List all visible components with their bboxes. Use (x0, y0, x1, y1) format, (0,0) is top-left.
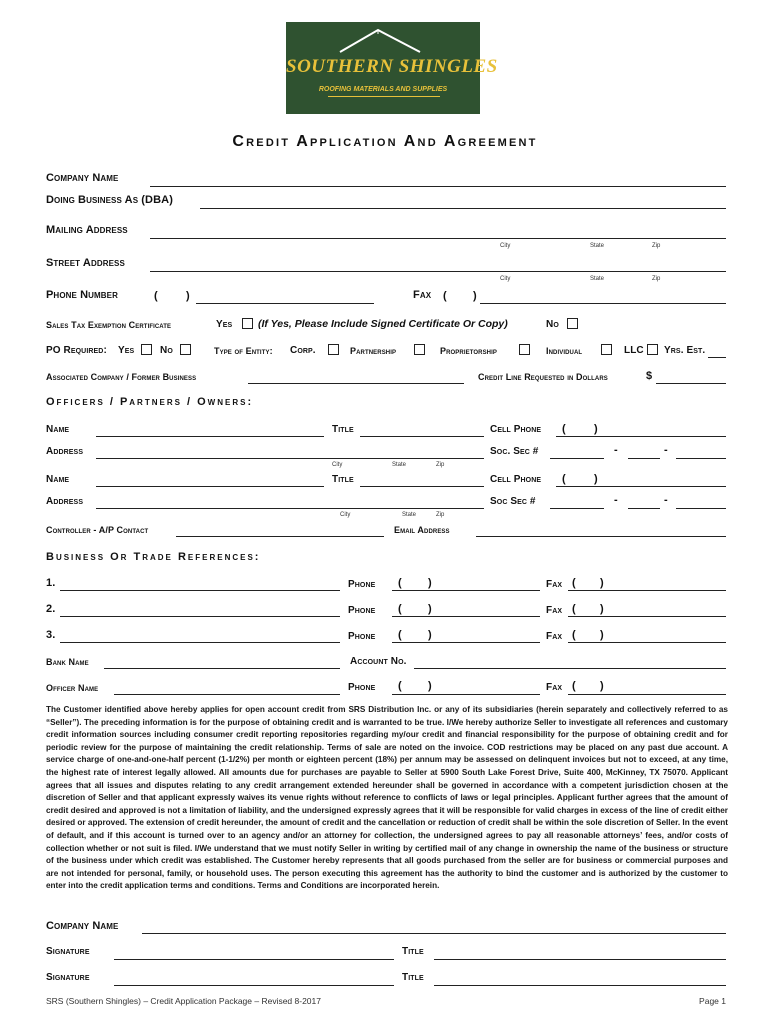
street-zip-caption: Zip (652, 276, 661, 282)
ref3-phone-open: ( (398, 629, 402, 641)
sales-tax-yes-label: Yes (216, 319, 233, 330)
logo-tagline: ROOFING MATERIALS AND SUPPLIES (318, 86, 448, 93)
mailing-state-caption: State (590, 243, 605, 249)
officer-phone-open: ( (398, 680, 402, 692)
associated-company-label: Associated Company / Former Business (46, 372, 197, 382)
reference-2-phone-label: Phone (348, 605, 376, 616)
phone-number-label: Phone Number (46, 289, 118, 301)
officer-fax-field[interactable] (568, 694, 726, 695)
credit-line-label: Credit Line Requested in Dollars (478, 372, 608, 382)
officer-fax-close: ) (600, 680, 604, 692)
email-label: Email Address (394, 525, 450, 535)
officer1-ssn-part1[interactable] (550, 458, 604, 459)
ref3-phone-close: ) (428, 629, 432, 641)
ref2-fax-open: ( (572, 603, 576, 615)
fax-field[interactable] (480, 303, 726, 304)
officer1-state-caption: State (392, 462, 407, 468)
officer2-ssn-part2[interactable] (628, 508, 660, 509)
officer-name-field[interactable] (114, 694, 340, 695)
reference-3-phone-label: Phone (348, 631, 376, 642)
officer1-zip-caption: Zip (436, 462, 445, 468)
officer1-ssn-part3[interactable] (676, 458, 726, 459)
officers-heading: Officers / Partners / Owners: (46, 396, 254, 408)
account-no-label: Account No. (350, 656, 407, 667)
street-address-field[interactable] (150, 271, 726, 272)
officer2-cell-paren-open: ( (562, 473, 566, 485)
officer2-ssn-part3[interactable] (676, 508, 726, 509)
reference-2-fax-field[interactable] (568, 616, 726, 617)
reference-3-number: 3. (46, 629, 56, 641)
officer2-title-label: Title (332, 474, 354, 485)
signature-1-label: Signature (46, 946, 90, 957)
agreement-paragraph: The Customer identified above hereby applies for open account credit from SRS Distribution Inc. or any of its subsidiaries (herein separately and collectively referred to as “Seller”). The preceding information is for the purpose of obtaining credit and is warranted to be true. I/We hereby authorize Seller to investigate all references and customary credit information sources including consumer credit reporting repositories regarding my/our credit and financial responsibility for the purpose of obtaining credit and for periodic review for the purpose of maintaining the credit relationship. Terms of sale are noted on the invoice. COD restrictions may be placed on any past due account. A service charge of one-and-one-half percent (1-1/2%) per month or eighteen percent (18%) per annum may be assessed on delinquent invoices but not to exceed, at any time, the highest rate of interest legally allowed. All amounts due for purchases are payable to Seller at 5900 South Lake Forest Drive, Suite 400, McKinney, TX 75070. Applicant agrees that all issues and disputes relating to any credit arrangement extended hereunder shall be governed in accordance with a competent jurisdiction chosen at the discretion of Seller and that applicant expressly waives its venue rights without reference to conflicts of laws or legal principles. Applicant further agrees that the amount of credit desired and approved is not a limitation of liability, and the undersigned expressly agrees that it will be responsible for valid charges in excess of the line of credit either desired or approved. The extension of credit hereunder, the amount of credit and the cancellation or reduction of credit shall be within the sole discretion of Seller. In the event of default, and if this account is turned over to an agency and/or an attorney for collection, the undersigned agrees to pay all reasonable attorneys’ fees, and/or costs of collection whether or not suit is filed. I/We understand that we must notify Seller in writing by certified mail of any change in ownership the name of the business or structure of the business under which credit was established. The Customer hereby represents that all goods purchased from the seller are for business or commercial purposes and are not intended for personal, family, or household uses. The person executing this agreement has the authority to bind the customer and is authorized by the customer to enter into the credit application terms and conditions. Terms and Conditions are incorporated herein. (46, 705, 728, 891)
llc-checkbox[interactable] (647, 344, 658, 355)
reference-1-fax-label: Fax (546, 579, 563, 590)
dba-field[interactable] (200, 208, 726, 209)
officer1-name-label: Name (46, 424, 70, 435)
phone-paren-open: ( (154, 290, 158, 302)
po-no-label: No (160, 345, 173, 356)
street-state-caption: State (590, 276, 605, 282)
officer1-cell-field[interactable] (556, 436, 726, 437)
entity-type-label: Type of Entity: (214, 346, 273, 356)
proprietorship-checkbox[interactable] (519, 344, 530, 355)
signature-company-field[interactable] (142, 933, 726, 934)
reference-1-phone-field[interactable] (392, 590, 540, 591)
officer2-address-label: Address (46, 496, 84, 507)
officer2-cell-paren-close: ) (594, 473, 598, 485)
officer1-cell-paren-close: ) (594, 423, 598, 435)
email-field[interactable] (476, 536, 726, 537)
corp-label: Corp. (290, 345, 316, 356)
mailing-city-caption: City (500, 243, 511, 249)
partnership-label: Partnership (350, 346, 397, 356)
reference-3-fax-field[interactable] (568, 642, 726, 643)
bank-name-label: Bank Name (46, 657, 89, 667)
officer2-zip-caption: Zip (436, 512, 445, 518)
officer2-ssn-dash1: - (614, 494, 618, 506)
ref1-phone-close: ) (428, 577, 432, 589)
officer1-ssn-part2[interactable] (628, 458, 660, 459)
po-required-label: PO Required: (46, 345, 107, 356)
fax-paren-open: ( (443, 290, 447, 302)
officer1-ssn-label: Soc. Sec # (490, 446, 539, 457)
officer-fax-open: ( (572, 680, 576, 692)
reference-2-field[interactable] (60, 616, 340, 617)
sales-tax-label: Sales Tax Exemption Certificate (46, 320, 172, 330)
dollar-sign: $ (646, 370, 653, 382)
title-2-field[interactable] (434, 985, 726, 986)
ref1-fax-close: ) (600, 577, 604, 589)
individual-checkbox[interactable] (601, 344, 612, 355)
officer1-name-field[interactable] (96, 436, 324, 437)
ref3-fax-open: ( (572, 629, 576, 641)
fax-label: Fax (413, 289, 432, 301)
controller-field[interactable] (176, 536, 384, 537)
mailing-address-label: Mailing Address (46, 224, 128, 236)
officer2-name-field[interactable] (96, 486, 324, 487)
sales-tax-yes-checkbox[interactable] (242, 318, 253, 329)
ref2-fax-close: ) (600, 603, 604, 615)
officer1-title-label: Title (332, 424, 354, 435)
officer-fax-label: Fax (546, 682, 563, 693)
officer1-cell-label: Cell Phone (490, 424, 542, 435)
company-name-field[interactable] (150, 186, 726, 187)
controller-label: Controller - A/P Contact (46, 525, 149, 535)
title-2-label: Title (402, 972, 424, 983)
ref3-fax-close: ) (600, 629, 604, 641)
officer-phone-close: ) (428, 680, 432, 692)
reference-2-number: 2. (46, 603, 56, 615)
ref1-phone-open: ( (398, 577, 402, 589)
ref2-phone-open: ( (398, 603, 402, 615)
po-yes-checkbox[interactable] (141, 344, 152, 355)
ref2-phone-close: ) (428, 603, 432, 615)
page-title: Credit Application And Agreement (232, 133, 538, 150)
llc-label: LLC (624, 345, 644, 356)
corp-checkbox[interactable] (328, 344, 339, 355)
reference-2-phone-field[interactable] (392, 616, 540, 617)
officer2-ssn-dash2: - (664, 494, 668, 506)
officer1-city-caption: City (332, 462, 343, 468)
po-yes-label: Yes (118, 345, 135, 356)
officer1-title-field[interactable] (360, 436, 484, 437)
references-heading: Business Or Trade References: (46, 551, 261, 563)
reference-2-fax-label: Fax (546, 605, 563, 616)
officer-name-label: Officer Name (46, 683, 99, 693)
individual-label: Individual (546, 346, 583, 356)
proprietorship-label: Proprietorship (440, 346, 497, 356)
officer2-title-field[interactable] (360, 486, 484, 487)
officer1-cell-paren-open: ( (562, 423, 566, 435)
signature-1-field[interactable] (114, 959, 394, 960)
account-no-field[interactable] (414, 668, 726, 669)
mailing-address-field[interactable] (150, 238, 726, 239)
sales-tax-note: (If Yes, Please Include Signed Certificate Or Copy) (258, 318, 508, 330)
partnership-checkbox[interactable] (414, 344, 425, 355)
footer-left: SRS (Southern Shingles) – Credit Application Package – Revised 8-2017 (46, 996, 321, 1006)
reference-1-number: 1. (46, 577, 56, 589)
reference-3-fax-label: Fax (546, 631, 563, 642)
officer-phone-label: Phone (348, 682, 376, 693)
officer2-ssn-part1[interactable] (550, 508, 604, 509)
ref1-fax-open: ( (572, 577, 576, 589)
bank-name-field[interactable] (104, 668, 340, 669)
reference-3-phone-field[interactable] (392, 642, 540, 643)
officer2-address-field[interactable] (96, 508, 484, 509)
credit-line-field[interactable] (656, 383, 726, 384)
title-1-label: Title (402, 946, 424, 957)
reference-1-phone-label: Phone (348, 579, 376, 590)
phone-paren-close: ) (186, 290, 190, 302)
officer2-cell-field[interactable] (556, 486, 726, 487)
officer2-name-label: Name (46, 474, 70, 485)
dba-label: Doing Business As (DBA) (46, 194, 173, 206)
officer2-ssn-label: Soc Sec # (490, 496, 536, 507)
officer1-ssn-dash1: - (614, 444, 618, 456)
phone-number-field[interactable] (196, 303, 374, 304)
officer1-ssn-dash2: - (664, 444, 668, 456)
sales-tax-no-label: No (546, 319, 559, 330)
company-name-label: Company Name (46, 172, 119, 184)
footer-page-number: Page 1 (699, 996, 726, 1006)
title-1-field[interactable] (434, 959, 726, 960)
fax-paren-close: ) (473, 290, 477, 302)
officer2-cell-label: Cell Phone (490, 474, 542, 485)
sales-tax-no-checkbox[interactable] (567, 318, 578, 329)
reference-1-field[interactable] (60, 590, 340, 591)
logo-underline (328, 96, 440, 97)
yrs-est-label: Yrs. Est. (664, 345, 706, 356)
street-city-caption: City (500, 276, 511, 282)
po-no-checkbox[interactable] (180, 344, 191, 355)
officer-phone-field[interactable] (392, 694, 540, 695)
officer1-address-label: Address (46, 446, 84, 457)
officer2-city-caption: City (340, 512, 351, 518)
street-address-label: Street Address (46, 257, 125, 269)
logo-name: SOUTHERN SHINGLES (286, 56, 498, 77)
officer1-address-field[interactable] (96, 458, 484, 459)
signature-company-label: Company Name (46, 920, 119, 932)
reference-1-fax-field[interactable] (568, 590, 726, 591)
officer2-state-caption: State (402, 512, 417, 518)
associated-company-field[interactable] (248, 383, 464, 384)
mailing-zip-caption: Zip (652, 243, 661, 249)
signature-2-field[interactable] (114, 985, 394, 986)
yrs-est-field[interactable] (708, 357, 726, 358)
reference-3-field[interactable] (60, 642, 340, 643)
signature-2-label: Signature (46, 972, 90, 983)
company-logo (286, 22, 498, 114)
